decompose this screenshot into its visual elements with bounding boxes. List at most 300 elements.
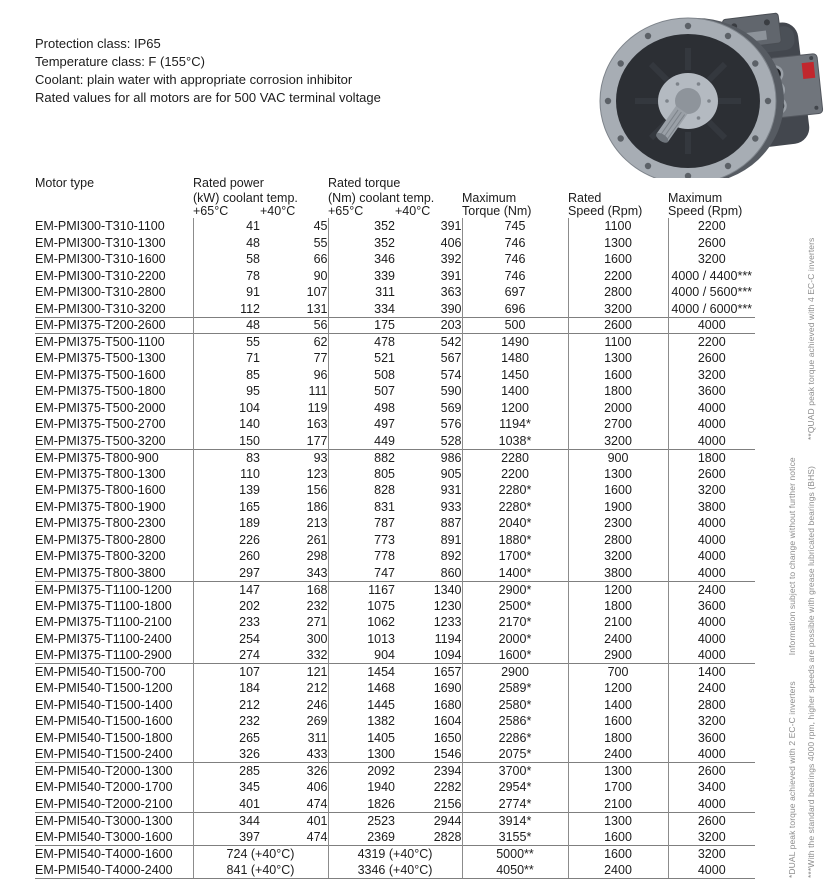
cell-power-40: 119 (307, 400, 328, 415)
cell-motor-type: EM-PMI375-T1100-2400 (35, 631, 172, 646)
motor-flange (600, 18, 776, 178)
cell-power: 724 (+40°C) (193, 845, 328, 862)
cell-torque-40: 892 (440, 549, 462, 564)
cell-max-torque: 2280 (462, 449, 568, 466)
cell-rated-speed: 700 (568, 664, 668, 681)
cell-power-65: 41 (193, 218, 260, 235)
cell-power-40: 326 (260, 763, 328, 780)
cell-power-65: 265 (193, 730, 260, 747)
table-row (35, 367, 755, 384)
table-row (35, 433, 755, 450)
cell-motor-type: EM-PMI300-T310-3200 (35, 301, 166, 316)
cell-torque-40: 576 (440, 417, 462, 432)
cell-power-40: 163 (306, 417, 328, 432)
cell-max-torque: 2170* (462, 614, 568, 631)
table-row (35, 350, 755, 367)
cell-rated-speed: 1300 (568, 466, 668, 483)
cell-torque-65: 507 (328, 383, 395, 400)
motor-illustration (590, 8, 830, 178)
cell-torque-40: 891 (440, 532, 462, 547)
cell-max-speed: 2600 (668, 812, 755, 829)
cell-power-65: 95 (193, 383, 260, 400)
cell-motor-type: EM-PMI540-T1500-700 (35, 664, 193, 681)
cell-torque-65: 1062 (328, 614, 395, 631)
cell-motor-type: EM-PMI300-T310-1300 (35, 235, 166, 250)
cell-rated-speed: 1300 (568, 812, 668, 829)
cell-max-torque: 696 (462, 301, 568, 318)
table-row (35, 565, 755, 582)
footnote-info-notice: Information subject to change without further notice (787, 457, 797, 656)
cell-power-65: 344 (193, 812, 260, 829)
cell-rated-speed: 2900 (568, 647, 668, 664)
cell-rated-speed: 2400 (568, 862, 668, 879)
cell-max-speed: 3200 (668, 713, 755, 730)
cell-torque-40: 574 (440, 367, 462, 382)
cell-rated-speed: 2700 (568, 416, 668, 433)
table-row (35, 845, 755, 862)
cell-max-torque: 1194* (462, 416, 568, 433)
table-row (35, 268, 755, 285)
protection-class-line: Protection class: IP65 (35, 36, 161, 51)
cell-torque-40: 1604 (433, 714, 462, 729)
cell-power-40: 300 (306, 631, 328, 646)
col-header-max-speed-unit: Speed (Rpm) (668, 204, 743, 218)
cell-power-65: 139 (193, 482, 260, 499)
cell-rated-speed: 1100 (568, 334, 668, 351)
spec-table-header (35, 177, 755, 218)
cell-rated-speed: 1600 (568, 482, 668, 499)
cell-max-torque: 2900 (462, 664, 568, 681)
cell-motor-type: EM-PMI375-T200-2600 (35, 317, 193, 334)
table-row (35, 730, 755, 747)
cell-motor-type: EM-PMI375-T800-2300 (35, 516, 166, 531)
cell-rated-speed: 1600 (568, 845, 668, 862)
cell-rated-speed: 1600 (568, 829, 668, 846)
cell-rated-speed: 1800 (568, 598, 668, 615)
cell-torque-65: 449 (328, 433, 395, 450)
cell-torque-65: 778 (328, 548, 395, 565)
cell-motor-type: EM-PMI540-T3000-1300 (35, 812, 193, 829)
cell-motor-type: EM-PMI540-T2000-1700 (35, 780, 173, 795)
footnote-bearings: ***With the standard bearings 4000 rpm, higher speeds are possible with grease lubricated bearings (BHS) (806, 465, 816, 878)
cell-motor-type: EM-PMI540-T1500-2400 (35, 747, 173, 761)
cell-torque-65: 747 (328, 565, 395, 582)
cell-power-40: 93 (260, 449, 328, 466)
cell-rated-speed: 2200 (568, 268, 668, 285)
cell-rated-speed: 1600 (568, 367, 668, 384)
cell-power-40: 474 (306, 796, 328, 811)
cell-torque: 4319 (+40°C) (328, 845, 462, 862)
cell-max-torque: 4050** (462, 862, 568, 879)
cell-power-40: 55 (313, 235, 328, 250)
cell-power-65: 285 (193, 763, 260, 780)
cell-torque-65: 498 (328, 400, 395, 417)
cell-power-40: 271 (306, 615, 328, 630)
red-label (802, 62, 816, 79)
cell-motor-type: EM-PMI300-T310-2200 (35, 268, 166, 283)
cell-max-speed: 2600 (668, 235, 755, 252)
col-header-max-torque: Maximum (462, 191, 517, 205)
cell-max-torque: 2589* (462, 680, 568, 697)
cell-max-speed: 2400 (668, 680, 755, 697)
cell-motor-type: EM-PMI375-T1100-1200 (35, 581, 193, 598)
cell-torque-40: 2944 (395, 812, 462, 829)
cell-motor-type: EM-PMI375-T500-1300 (35, 351, 166, 366)
table-row (35, 383, 755, 400)
cell-max-torque: 2286* (462, 730, 568, 747)
cell-torque-40: 391 (440, 268, 462, 283)
cell-torque-65: 831 (328, 499, 395, 516)
cell-torque-40: 590 (440, 384, 462, 399)
cell-max-torque: 2280* (462, 482, 568, 499)
table-row (35, 235, 755, 252)
table-row (35, 862, 755, 879)
cell-motor-type: EM-PMI540-T1500-1600 (35, 714, 173, 729)
footnote-dual-torque: *DUAL peak torque achieved with 2 EC-C inverters (787, 681, 797, 878)
cell-power-65: 212 (193, 697, 260, 714)
cell-torque-40: 1094 (433, 648, 462, 662)
table-row (35, 581, 755, 598)
cell-motor-type: EM-PMI540-T1500-1200 (35, 681, 173, 696)
cell-power-40: 406 (306, 780, 328, 795)
table-row (35, 829, 755, 846)
temperature-class-line: Temperature class: F (155°C) (35, 54, 205, 69)
cell-power-65: 397 (193, 829, 260, 846)
cell-rated-speed: 1100 (568, 218, 668, 235)
cell-rated-speed: 1300 (568, 235, 668, 252)
cell-torque-40: 203 (395, 317, 462, 334)
col-header-rated-torque: Rated torque (328, 176, 401, 190)
cell-torque-65: 773 (328, 532, 395, 549)
cell-motor-type: EM-PMI375-T500-1600 (35, 367, 166, 382)
cell-max-torque: 2900* (462, 581, 568, 598)
cell-max-speed: 2400 (668, 581, 755, 598)
table-row (35, 515, 755, 532)
cell-torque-65: 828 (328, 482, 395, 499)
cell-max-speed: 2200 (668, 334, 755, 351)
cell-max-speed: 4000 (668, 862, 755, 879)
cell-torque-40: 528 (440, 433, 462, 448)
cell-torque-40: 542 (395, 334, 462, 351)
table-row (35, 713, 755, 730)
cell-motor-type: EM-PMI300-T310-1100 (35, 219, 165, 234)
cell-max-torque: 2954* (462, 779, 568, 796)
cell-power-40: 121 (260, 664, 328, 681)
cell-max-speed: 4000 (668, 400, 755, 417)
table-row (35, 400, 755, 417)
cell-power-40: 298 (306, 549, 328, 564)
cell-motor-type: EM-PMI540-T4000-2400 (35, 862, 193, 879)
cell-torque-40: 569 (440, 400, 462, 415)
cell-power-65: 274 (193, 647, 260, 664)
cell-max-speed: 3200 (668, 845, 755, 862)
cell-max-speed: 4000 (668, 548, 755, 565)
cell-power-65: 107 (193, 664, 260, 681)
cell-torque-65: 2092 (328, 763, 395, 780)
cell-torque-40: 406 (440, 235, 462, 250)
cell-power-65: 58 (193, 251, 260, 268)
cell-torque-65: 805 (328, 466, 395, 483)
col-header-rated-power-unit: (kW) coolant temp. (193, 191, 298, 205)
cell-rated-speed: 2800 (568, 532, 668, 549)
cell-torque-40: 363 (440, 285, 462, 300)
col-header-motor-type: Motor type (35, 176, 95, 190)
cell-power-40: 77 (313, 351, 328, 366)
cell-torque-65: 1382 (328, 713, 395, 730)
cell-motor-type: EM-PMI540-T4000-1600 (35, 845, 193, 862)
cell-max-torque: 500 (462, 317, 568, 334)
cell-torque-65: 1013 (328, 631, 395, 648)
cell-power-40: 62 (260, 334, 328, 351)
table-row (35, 416, 755, 433)
cell-rated-speed: 3200 (568, 301, 668, 318)
cell-max-speed: 4000 (668, 532, 755, 549)
table-row (35, 334, 755, 351)
cell-max-speed: 1800 (668, 449, 755, 466)
cell-torque-65: 2523 (328, 812, 395, 829)
cell-rated-speed: 1600 (568, 251, 668, 268)
cell-max-speed: 2800 (668, 697, 755, 714)
cell-torque-65: 1300 (328, 746, 395, 763)
cell-torque-40: 1650 (433, 730, 462, 745)
cell-max-speed: 4000 (668, 614, 755, 631)
cell-max-torque: 1880* (462, 532, 568, 549)
cell-rated-speed: 1700 (568, 779, 668, 796)
cell-torque-40: 2394 (395, 763, 462, 780)
cell-max-speed: 4000 (668, 416, 755, 433)
cell-torque-65: 1405 (328, 730, 395, 747)
cell-rated-speed: 2100 (568, 614, 668, 631)
cell-rated-speed: 1400 (568, 697, 668, 714)
cell-power-65: 140 (193, 416, 260, 433)
cell-motor-type: EM-PMI375-T1100-2100 (35, 615, 172, 630)
cell-max-speed: 4000 / 5600*** (668, 284, 755, 301)
cell-power-65: 48 (193, 317, 260, 334)
cell-power-65: 401 (193, 796, 260, 813)
cell-rated-speed: 1800 (568, 730, 668, 747)
cell-power-65: 147 (193, 581, 260, 598)
col-header-torque-65: +65°C (328, 204, 364, 218)
cell-torque-65: 1826 (328, 796, 395, 813)
cell-power-65: 260 (193, 548, 260, 565)
cell-max-torque: 2000* (462, 631, 568, 648)
cell-torque-65: 478 (328, 334, 395, 351)
table-row (35, 746, 755, 763)
cell-power-65: 71 (193, 350, 260, 367)
cell-power-65: 189 (193, 515, 260, 532)
cell-power-40: 212 (306, 681, 328, 696)
cell-max-torque: 2200 (462, 466, 568, 483)
cell-max-speed: 3600 (668, 383, 755, 400)
footnote-column-outer (806, 238, 816, 878)
cell-power-40: 111 (308, 384, 328, 399)
cell-max-torque: 2040* (462, 515, 568, 532)
cell-power-40: 56 (260, 317, 328, 334)
cell-max-torque: 1480 (462, 350, 568, 367)
table-row (35, 647, 755, 664)
cell-max-speed: 4000 (668, 746, 755, 763)
cell-rated-speed: 2400 (568, 631, 668, 648)
cell-max-torque: 1400 (462, 383, 568, 400)
cell-max-speed: 3600 (668, 598, 755, 615)
cell-max-torque: 746 (462, 268, 568, 285)
cell-torque-40: 1340 (395, 581, 462, 598)
col-header-max-speed: Maximum (668, 191, 723, 205)
table-row (35, 499, 755, 516)
cell-rated-speed: 3800 (568, 565, 668, 582)
cell-motor-type: EM-PMI375-T500-1800 (35, 384, 166, 399)
cell-max-torque: 2500* (462, 598, 568, 615)
cell-power-40: 66 (313, 252, 328, 267)
cell-rated-speed: 1200 (568, 581, 668, 598)
cell-rated-speed: 3200 (568, 548, 668, 565)
cell-power-40: 156 (306, 483, 328, 498)
cell-power-40: 343 (306, 565, 328, 580)
table-row (35, 598, 755, 615)
cell-max-torque: 1600* (462, 647, 568, 664)
coolant-line: Coolant: plain water with appropriate corrosion inhibitor (35, 72, 353, 87)
cell-power-65: 104 (193, 400, 260, 417)
cell-motor-type: EM-PMI375-T800-2800 (35, 532, 166, 547)
table-row (35, 218, 755, 235)
cell-power-40: 474 (306, 829, 328, 844)
cell-max-speed: 3200 (668, 367, 755, 384)
cell-power-40: 311 (307, 730, 328, 745)
cell-power-40: 168 (260, 581, 328, 598)
cell-max-torque: 2280* (462, 499, 568, 516)
cell-power-65: 91 (193, 284, 260, 301)
table-row (35, 796, 755, 813)
cell-motor-type: EM-PMI375-T800-1600 (35, 483, 166, 498)
cell-torque-65: 1940 (328, 779, 395, 796)
cell-torque-65: 352 (328, 235, 395, 252)
col-header-power-65: +65°C (193, 204, 229, 218)
cell-torque-65: 1445 (328, 697, 395, 714)
cell-torque-65: 2369 (328, 829, 395, 846)
table-row (35, 812, 755, 829)
cell-rated-speed: 900 (568, 449, 668, 466)
cell-torque-65: 311 (328, 284, 395, 301)
cell-max-speed: 3600 (668, 730, 755, 747)
cell-motor-type: EM-PMI375-T1100-1800 (35, 598, 172, 613)
cell-torque-65: 175 (328, 317, 395, 334)
cell-torque-40: 1657 (395, 664, 462, 681)
cell-torque-40: 1194 (434, 631, 462, 646)
cell-torque: 3346 (+40°C) (328, 862, 462, 879)
cell-torque-65: 904 (328, 647, 395, 664)
cell-max-torque: 3914* (462, 812, 568, 829)
cell-power-40: 213 (306, 516, 328, 531)
cell-motor-type: EM-PMI540-T2000-2100 (35, 796, 173, 811)
cell-torque-40: 391 (440, 219, 462, 234)
cell-torque-40: 860 (440, 565, 462, 580)
cell-torque-40: 1690 (433, 681, 462, 696)
cell-max-torque: 2075* (462, 746, 568, 763)
cell-power-65: 226 (193, 532, 260, 549)
cell-torque-65: 508 (328, 367, 395, 384)
table-row (35, 680, 755, 697)
cell-torque-65: 787 (328, 515, 395, 532)
cell-power-40: 261 (306, 532, 328, 547)
cell-max-speed: 4000 / 4400*** (668, 268, 755, 285)
cell-rated-speed: 3200 (568, 433, 668, 450)
cell-rated-speed: 2400 (568, 746, 668, 763)
cell-max-speed: 3200 (668, 829, 755, 846)
cell-torque-40: 1233 (433, 615, 462, 630)
cell-torque-65: 521 (328, 350, 395, 367)
cell-power-40: 332 (306, 648, 328, 662)
cell-max-torque: 1200 (462, 400, 568, 417)
cell-torque-40: 390 (440, 301, 462, 316)
cell-power-65: 112 (193, 301, 260, 318)
cell-power-65: 48 (193, 235, 260, 252)
cell-rated-speed: 2600 (568, 317, 668, 334)
cell-max-torque: 2580* (462, 697, 568, 714)
cell-max-torque: 5000** (462, 845, 568, 862)
cell-power-65: 55 (193, 334, 260, 351)
cell-max-speed: 3200 (668, 482, 755, 499)
cell-max-torque: 1038* (462, 433, 568, 450)
cell-motor-type: EM-PMI375-T800-900 (35, 449, 193, 466)
cell-power-65: 345 (193, 779, 260, 796)
cell-max-torque: 2586* (462, 713, 568, 730)
cell-max-torque: 1450 (462, 367, 568, 384)
cell-motor-type: EM-PMI375-T500-3200 (35, 433, 166, 448)
spec-table-body (35, 218, 755, 878)
cell-motor-type: EM-PMI375-T1100-2900 (35, 648, 172, 662)
cell-torque-65: 882 (328, 449, 395, 466)
cell-max-speed: 2600 (668, 763, 755, 780)
cell-power-40: 177 (306, 433, 328, 448)
table-row (35, 251, 755, 268)
cell-torque-65: 339 (328, 268, 395, 285)
cell-rated-speed: 1300 (568, 763, 668, 780)
table-row (35, 664, 755, 681)
col-header-rated-speed-unit: Speed (Rpm) (568, 204, 643, 218)
table-row (35, 317, 755, 334)
col-header-rated-power: Rated power (193, 176, 264, 190)
cell-torque-65: 1454 (328, 664, 395, 681)
cell-torque-40: 2156 (433, 796, 462, 811)
cell-power-40: 96 (313, 367, 328, 382)
cell-max-torque: 746 (462, 251, 568, 268)
cell-rated-speed: 2000 (568, 400, 668, 417)
col-header-torque-40: +40°C (395, 204, 431, 218)
cell-torque-40: 986 (395, 449, 462, 466)
table-row (35, 482, 755, 499)
cell-power-65: 165 (193, 499, 260, 516)
cell-max-speed: 4000 (668, 433, 755, 450)
cell-rated-speed: 2800 (568, 284, 668, 301)
cell-torque-65: 352 (328, 218, 395, 235)
cell-max-torque: 3700* (462, 763, 568, 780)
cell-torque-40: 905 (440, 466, 462, 481)
table-row (35, 548, 755, 565)
cell-torque-65: 497 (328, 416, 395, 433)
cell-torque-40: 1230 (433, 598, 462, 613)
cell-max-speed: 4000 (668, 317, 755, 334)
cell-power-65: 232 (193, 713, 260, 730)
cell-power-40: 186 (306, 499, 328, 514)
cell-max-torque: 3155* (462, 829, 568, 846)
cell-motor-type: EM-PMI375-T800-3800 (35, 565, 166, 580)
cell-torque-40: 933 (440, 499, 462, 514)
cell-motor-type: EM-PMI375-T500-2000 (35, 400, 166, 415)
cell-torque-40: 1546 (433, 747, 462, 761)
cell-torque-40: 392 (440, 252, 462, 267)
cell-max-speed: 4000 (668, 515, 755, 532)
table-row (35, 631, 755, 648)
